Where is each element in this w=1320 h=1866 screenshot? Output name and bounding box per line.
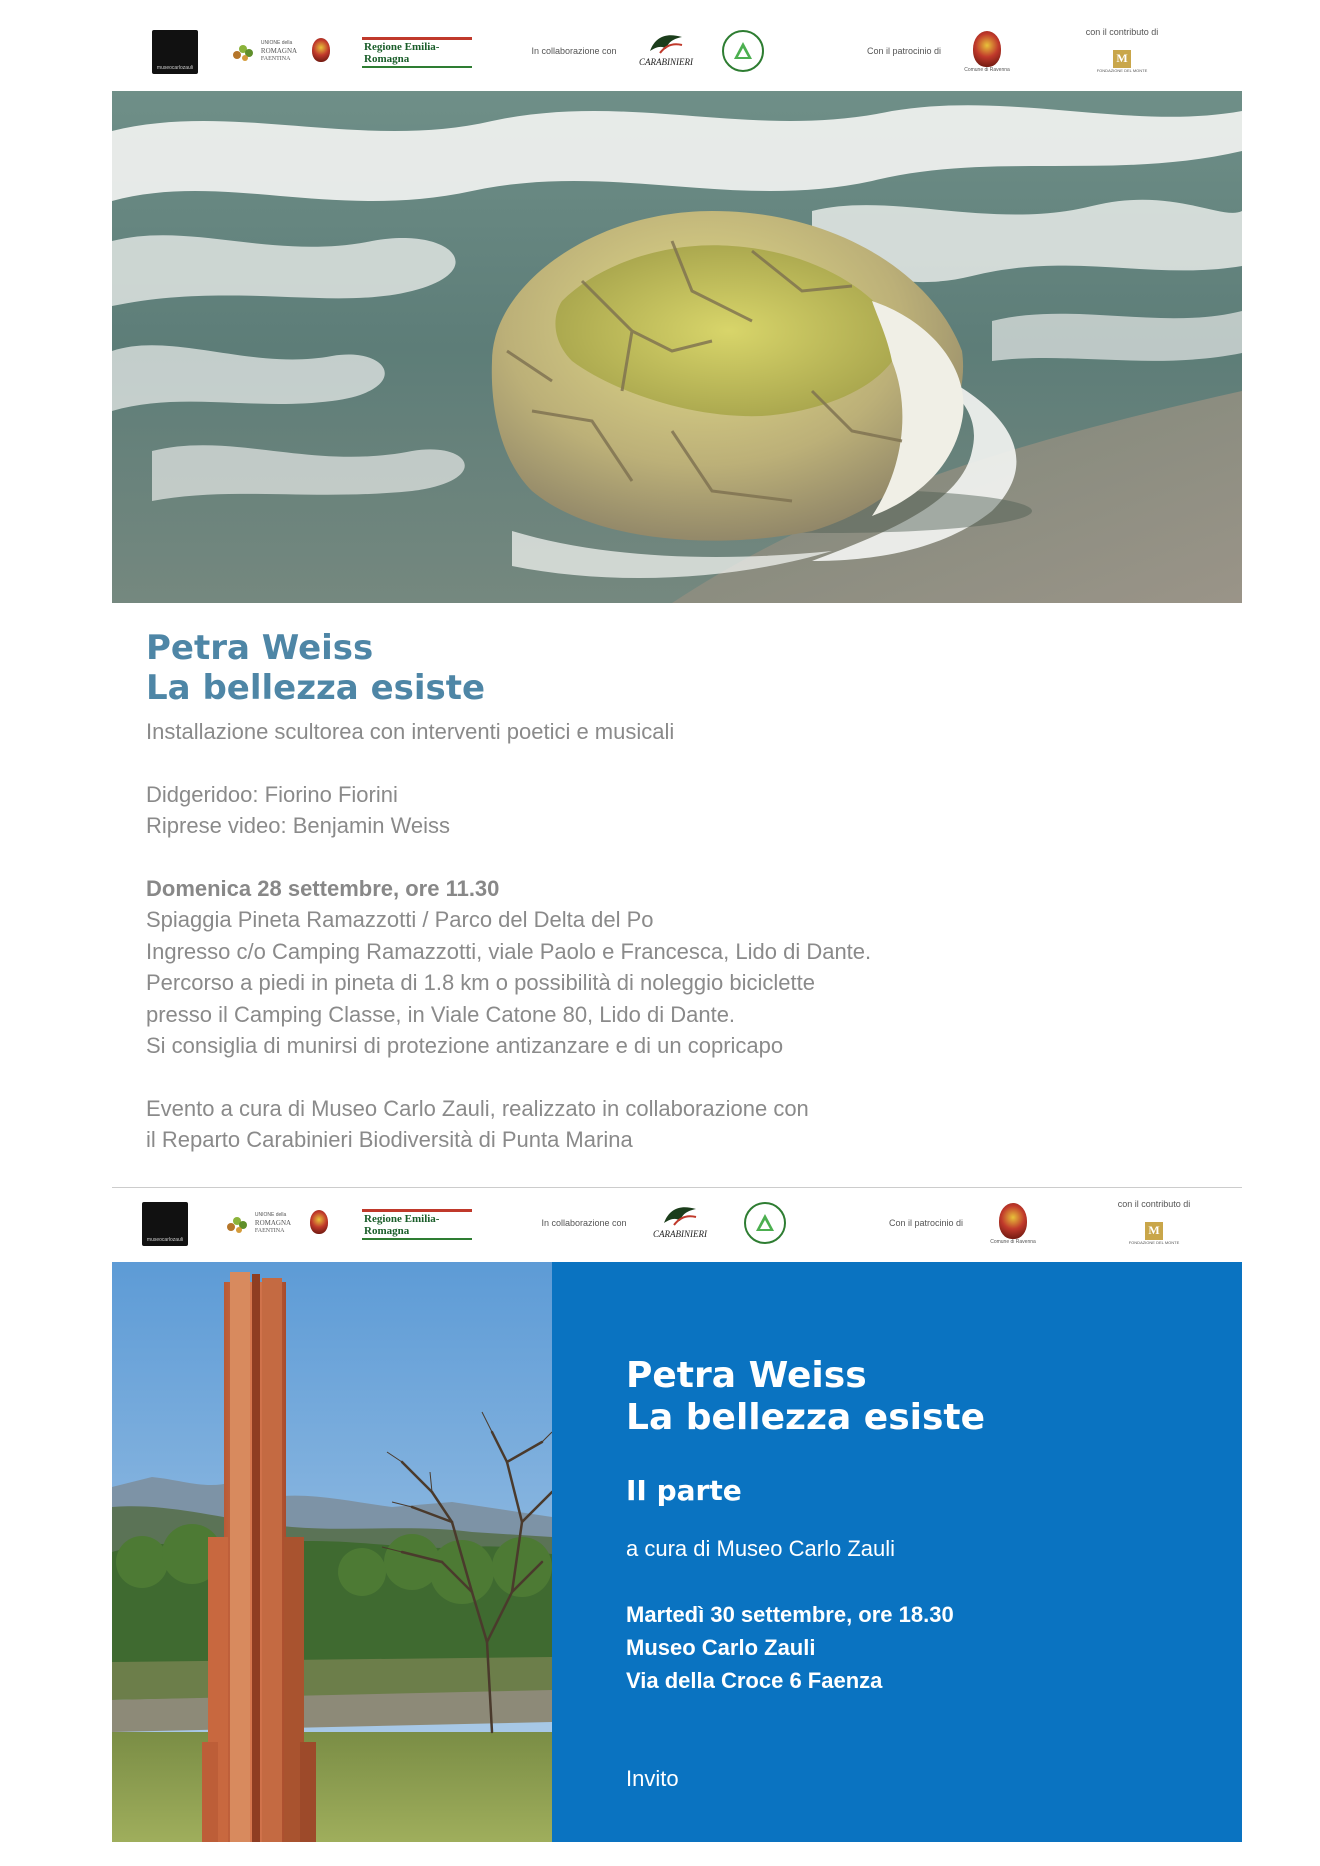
patrocinio-label: Con il patrocinio di (888, 1218, 964, 1228)
event2-invite: Invito (626, 1766, 679, 1791)
event1-date: Domenica 28 settembre, ore 11.30 (146, 875, 500, 901)
event1-info-line: Ingresso c/o Camping Ramazzotti, viale Paolo e Francesca, Lido di Dante. (146, 938, 872, 964)
biodiversity-badge-icon (722, 30, 764, 72)
event2-title-artist: Petra Weiss (626, 1355, 867, 1396)
grape-icon (225, 1211, 253, 1235)
event1-credit-didgeridoo: Didgeridoo: Fiorino Fiorini (146, 781, 398, 807)
faenza-crest-icon (310, 1210, 328, 1234)
collab-label: In collaborazione con (531, 46, 617, 56)
event1-credit-video: Riprese video: Benjamin Weiss (146, 813, 451, 838)
biodiversity-badge-icon (744, 1202, 786, 1244)
event1-curator-line: Evento a cura di Museo Carlo Zauli, realizzato in collaborazione con (146, 1095, 809, 1121)
event1-info-line: Spiaggia Pineta Ramazzotti / Parco del Delta del Po (146, 907, 654, 932)
regione-emilia-romagna-logo: Regione Emilia-Romagna (362, 44, 472, 60)
event1-title-work: La bellezza esiste (146, 668, 486, 708)
regione-emilia-romagna-logo: Regione Emilia-Romagna (362, 1216, 472, 1232)
comune-ravenna-logo: Comune di Ravenna (988, 1200, 1038, 1248)
flame-icon (646, 31, 686, 57)
event1-title-artist: Petra Weiss (146, 628, 374, 668)
faenza-crest-icon (312, 38, 330, 62)
carabinieri-logo: CARABINIERI (642, 26, 690, 72)
logo-bar-bottom (112, 1194, 1242, 1250)
section-divider (112, 1187, 1242, 1188)
fondazione-logo: M FONDAZIONE DEL MONTE (1128, 1223, 1180, 1245)
contributo-label: con il contributo di (1117, 1199, 1191, 1209)
grape-icon (231, 39, 259, 63)
fondazione-logo: M FONDAZIONE DEL MONTE (1096, 51, 1148, 73)
logo-bar-top (112, 22, 1242, 78)
flame-icon (660, 1203, 700, 1229)
patrocinio-label: Con il patrocinio di (866, 46, 942, 56)
event2-panel (552, 1262, 1242, 1842)
sculpture-sea-photo (112, 91, 1242, 603)
event1-info-line: presso il Camping Classe, in Viale Catone 80, Lido di Dante. (146, 1001, 736, 1027)
event2-venue: Museo Carlo Zauli (626, 1635, 816, 1660)
museum-logo: museocarlozauli (152, 30, 198, 74)
union-romagna-faentina-logo: UNIONE della ROMAGNA FAENTINA (224, 36, 304, 66)
event2-part: II parte (626, 1474, 742, 1507)
comune-ravenna-logo: Comune di Ravenna (962, 28, 1012, 76)
contributo-label: con il contributo di (1085, 27, 1159, 37)
collab-label: In collaborazione con (541, 1218, 627, 1228)
museum-logo: museocarlozauli (142, 1202, 188, 1246)
event1-subtitle: Installazione scultorea con interventi poetici e musicali (146, 719, 675, 744)
event1-info-line: Si consiglia di munirsi di protezione antizanzare e di un copricapo (146, 1033, 784, 1058)
carabinieri-logo: CARABINIERI (656, 1198, 704, 1244)
column-sculpture-photo (112, 1262, 552, 1842)
event1-text-block (146, 628, 1226, 1156)
event1-info-line: Percorso a piedi in pineta di 1.8 km o possibilità di noleggio biciclette (146, 970, 815, 995)
event2-curator: a cura di Museo Carlo Zauli (626, 1536, 896, 1561)
union-romagna-faentina-logo: UNIONE della ROMAGNA FAENTINA (218, 1208, 298, 1238)
event1-curator-line: il Reparto Carabinieri Biodiversità di Punta Marina (146, 1127, 633, 1152)
event2-title-work: La bellezza esiste (626, 1397, 986, 1438)
event2-date: Martedì 30 settembre, ore 18.30 (626, 1602, 954, 1627)
event2-address: Via della Croce 6 Faenza (626, 1668, 883, 1693)
